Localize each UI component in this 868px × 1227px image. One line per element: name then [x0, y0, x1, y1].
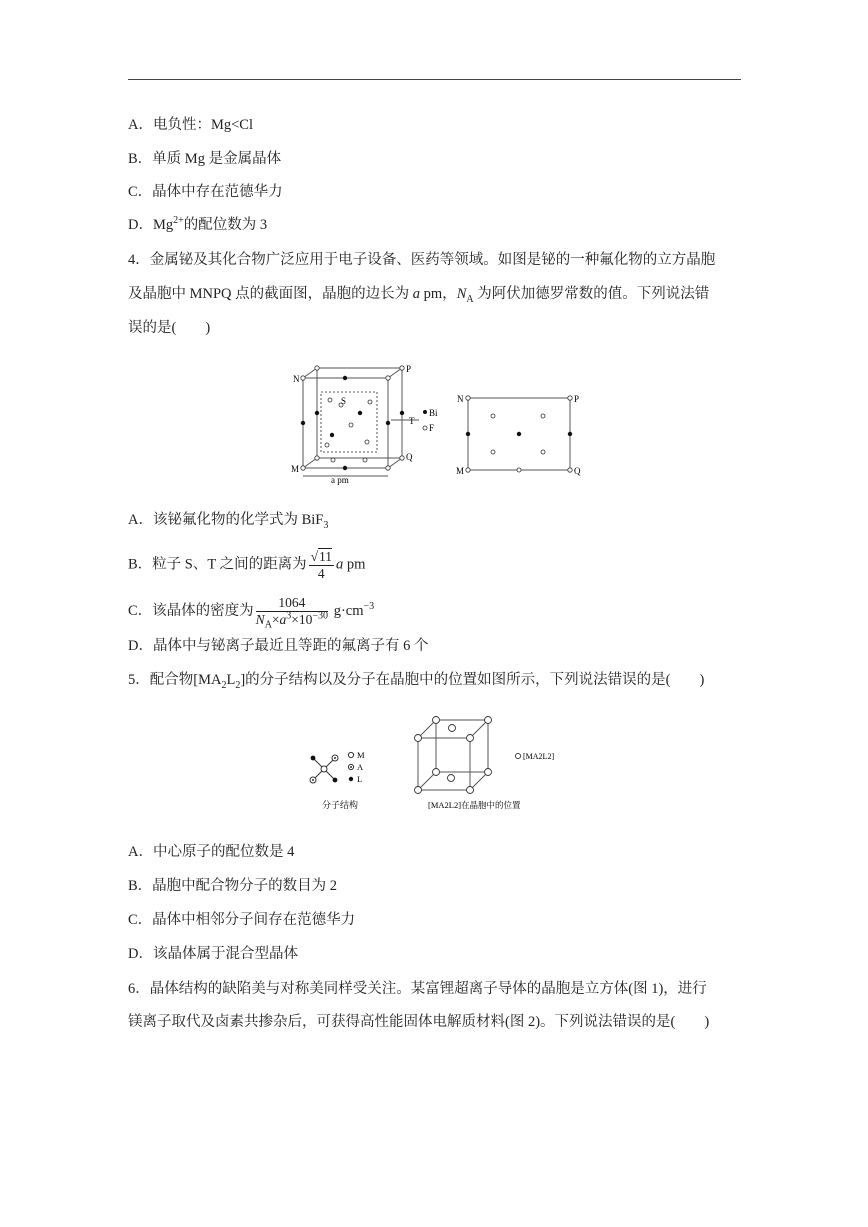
q5-figure [300, 708, 570, 816]
unit: g·cm [330, 602, 364, 619]
q4-option-c [128, 595, 375, 631]
numerator: 1064 [256, 595, 328, 612]
label-n: N [293, 374, 300, 384]
option-label: D． [128, 217, 153, 233]
option-text: 的配位数为 3 [183, 217, 268, 233]
option-text: 中心原子的配位数是 4 [152, 844, 295, 860]
italic-n: N [456, 286, 467, 302]
edge-label: a pm [331, 475, 349, 485]
section-label-p: P [574, 394, 580, 404]
option-label: D． [128, 638, 153, 654]
stem-text: 为阿伏加德罗常数的值。下列说法错 [473, 286, 710, 302]
superscript: 3 [286, 610, 292, 622]
q4-option-d [128, 636, 428, 656]
fraction [255, 595, 329, 631]
q4-stem-line1: 4．金属铋及其化合物广泛应用于电子设备、医药等领域。如图是铋的一种氟化物的立方晶胞 [128, 252, 716, 268]
option-text: Mg [152, 217, 174, 233]
option-label: A． [128, 844, 153, 860]
right-legend: [MA2L2] [523, 752, 555, 761]
q5-stem [128, 670, 704, 690]
label-m: M [291, 464, 300, 474]
superscript: −3 [363, 601, 375, 612]
option-text: 粒子 S、T 之间的距离为 [152, 556, 307, 573]
option-text: 单质 Mg 是金属晶体 [152, 151, 282, 167]
option-label: B． [128, 556, 153, 573]
subscript: A [264, 619, 272, 631]
denominator: 4 [317, 566, 325, 581]
section-label-q: Q [574, 466, 581, 476]
q6-stem-line2: 镁离子取代及卤素共掺杂后，可获得高性能固体电解质材料(图 2)。下列说法错误的是( ) [128, 1014, 710, 1030]
q6-stem-line1: 6．晶体结构的缺陷美与对称美同样受关注。某富锂超离子导体的晶胞是立方体(图 1)，进行 [128, 981, 707, 997]
option-label: A． [128, 117, 153, 133]
option-text: 晶体中相邻分子间存在范德华力 [152, 912, 356, 928]
option-label: D． [128, 946, 153, 962]
superscript: −30 [312, 610, 329, 622]
italic-a: a [336, 556, 344, 573]
option-label: C． [128, 184, 153, 200]
molecule-caption: 分子结构 [322, 800, 359, 810]
q5-option-d [128, 944, 298, 964]
italic-a: a [279, 612, 287, 627]
q3-option-a [128, 115, 253, 135]
option-text: 晶体中与铋离子最近且等距的氟离子有 6 个 [152, 638, 429, 654]
option-text: 该晶体的密度为 [152, 602, 254, 619]
legend-bi: Bi [429, 408, 438, 418]
q4-figure [285, 360, 595, 485]
option-label: B． [128, 878, 153, 894]
option-text: 晶体中存在范德华力 [152, 184, 283, 200]
label-t: T [409, 416, 415, 426]
q5-option-b [128, 876, 337, 896]
label-p: P [406, 364, 412, 374]
italic-a: a [412, 286, 421, 302]
denominator [255, 610, 329, 631]
option-text: pm [343, 556, 366, 573]
legend-l: L [357, 774, 363, 784]
q3-option-b [128, 149, 281, 169]
subscript: 2 [221, 679, 227, 691]
subscript: 2 [235, 679, 241, 691]
label-s: S [341, 396, 347, 406]
legend-a: A [357, 762, 364, 772]
subscript: A [466, 293, 474, 305]
stem-text: 5．配合物[MA [128, 672, 222, 688]
q3-option-d [128, 215, 267, 235]
italic-n: N [255, 612, 265, 627]
times-ten: ×10 [291, 612, 313, 627]
stem-text: L [226, 672, 236, 688]
q4-option-a [128, 510, 328, 530]
q5-option-c [128, 910, 355, 930]
option-text: 电负性：Mg<Cl [152, 117, 254, 133]
section-label-m: M [456, 466, 465, 476]
stem-text: 及晶胞中 MNPQ 点的截面图，晶胞的边长为 [128, 286, 413, 302]
legend-f: F [429, 423, 435, 433]
cell-caption: [MA2L2]在晶胞中的位置 [428, 800, 521, 810]
stem-text: pm， [420, 286, 457, 302]
q4-stem-line2 [128, 284, 709, 304]
q5-option-a [128, 842, 294, 862]
option-text: 该晶体属于混合型晶体 [152, 946, 298, 962]
label-q: Q [406, 452, 413, 462]
stem-text: ]的分子结构以及分子在晶胞中的位置如图所示，下列说法错误的是( ) [240, 672, 705, 688]
option-label: C． [128, 912, 153, 928]
fraction: $\frac{√11}{4}$ [310, 549, 333, 581]
legend-m: M [357, 750, 365, 760]
option-text: 该铋氟化物的化学式为 BiF [152, 512, 324, 528]
q3-option-c [128, 182, 283, 202]
q4-stem-line3: 误的是( ) [128, 320, 211, 336]
option-label: B． [128, 151, 153, 167]
header-rule [128, 79, 741, 80]
option-text: 晶胞中配合物分子的数目为 2 [152, 878, 338, 894]
section-label-n: N [457, 394, 464, 404]
sqrt-value: 11 [319, 549, 333, 564]
times: × [271, 612, 280, 627]
option-label: A． [128, 512, 153, 528]
subscript: 3 [323, 519, 329, 531]
superscript: 2+ [173, 215, 184, 227]
option-label: C． [128, 602, 153, 619]
q4-option-b [128, 548, 365, 582]
